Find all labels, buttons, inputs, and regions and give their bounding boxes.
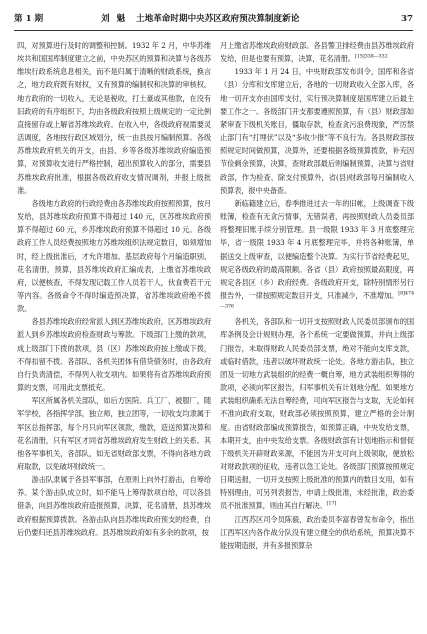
- paragraph-text: 游击队隶属于各县军事部，在原则上向外打游击，自筹给养。某个游击队成立时，如不能马上筹得款项自给，可以各县借条，向县苏维埃政府造报预算，决算，花名清册，县苏维埃政府根据预算拨款。各游击队向县苏维埃政府预支的经费，自后仍要归还县苏维埃政府。县苏维埃政府如有多余的款项，按: [17, 475, 211, 537]
- paragraph: [17, 473, 211, 539]
- right-text-column: [220, 39, 414, 552]
- paragraph: [17, 394, 211, 473]
- paragraph-text: 各县苏维埃政府经常派人到区苏维埃政府，区苏维埃政府派人到乡苏维埃政府检查财政与筹款。下级部门上缴的款项，成上级部门下拨的款项，县（区）苏维埃政府按上缴或下拨，不得扣留不拨。各部队、各机关团体有借贷债务时，由各政府自行负责清偿，不得列入收支项内。如果将有省苏维埃政府预算的支票，可用此支票抵充。: [17, 317, 211, 393]
- paragraph-text: 江西苏区司令员陈毅，政治委员李富春曾发布命令，指出江西军区内各作战分队没有建立健全的供给系统，预算决算不能按期造报，并有多报预算杂: [220, 514, 414, 550]
- paragraph: [220, 513, 414, 552]
- paragraph: [17, 197, 211, 315]
- author-name: 刘 魁: [101, 14, 128, 24]
- paragraph: [17, 39, 211, 197]
- paragraph-text: 军区所属各机关部队，如后方医院、兵工厂，被服厂，随军学校，各指挥学部，独立师，独立团等，一切收支均隶属于军区总指挥部，每个月只向军区领款，缴款，造送预算决算和花名清册，只有军区才同省苏维埃政府发生财政上的关系。其他各军事机关，各部队，如无省财政部支票，不得向各地方政府取款，以免破坏财政统一。: [17, 396, 211, 471]
- header-rule: [14, 30, 413, 31]
- paragraph-text: 1933 年 1 月 24 日，中央财政部发布训令，国库和各省（县）分库和支库建立后，各地的一切财政收入全部入库，各地一切开支亦由国库支付，实行预决算制度是国库建立后最主要工作之一。各级部门开支都要遵照预算，有（县）财政部如紧审查下级机关账目，僵取存款，检查贪污浪费现象，严厉禁止部门有“打埋伏”以及“多收少报”等不良行为。各县财政部按照规定时间做预算，决算外，还要根据各级预算拨款，补充因节俭剩余预算，决算，查财政部最后则编制预算，决算与省财政部，作为检查、除支付预算外，省(县)财政部每月编制收入预算表，报中央备查。: [220, 67, 414, 195]
- issue-label: 第 1 期: [14, 14, 44, 24]
- paragraph: [220, 197, 414, 315]
- paragraph-text: 新临籍建立后，春季推进过去一年的旧帐，上级调查下级账簿，检查有无贪污情事，无错误者，再按照财政人员委员部将整理旧账手续分别管理。县一级限 1933 年 3 月底整理完毕，省一级限 1933 年 4 月底整理完毕，并将各种账簿，单据送交上级审查，以便编造整个决算。为实行节省经费起见，规定各级政府的最高限额。各省（县）政府按照最高限度，再规定各县区（乡）政府经费。各级政府开支，除特别情形另行报告外，一律按照规定数目开支，只准减少，不准增加。: [220, 198, 414, 300]
- page-number: 37: [401, 14, 413, 24]
- paragraph: [220, 65, 414, 197]
- paragraph-text: 各级地方政府的行政经费由各苏维埃政府按照预算，按月发给，县苏维埃政府预算不得超过 140 元，区苏维埃政府预算不得超过 60 元，乡苏维埃政府预算不得超过 10 元。各级政府工作人员经费按照地方苏维埃组织法规定数目，如须增加时，经上级批准后，才允许增加。基层政府每个月编造职别、花名清册，预算，县苏维埃政府汇编成表，上缴省苏维埃政府，以便核查，不得发现记载工作人员若干人，伙食费若干元等内容。各级命令不得时编造预决算，省苏维埃政府绝不拨款。: [17, 198, 211, 314]
- paragraph-text: 月上缴省苏维埃政府财政部。各县警卫排经费由县苏维埃政府发给，但是也要有预算，决算，花名清册。: [220, 41, 414, 64]
- paragraph: [220, 315, 414, 512]
- citation-ref: [15]338—332: [354, 53, 388, 60]
- citation-ref: [8]474—376: [220, 290, 414, 310]
- left-text-column: [17, 39, 211, 539]
- citation-ref: [17]: [326, 501, 337, 508]
- paragraph-text: 各机关，各部队和一切开支按照财政人民委员部颁布的国库条例及会计规则办理，各个系统一定要做预算，并向上级部门报告，未取得财政人民委员部支票，绝对不能向支库支款，或临时借款，违者以破坏财政统一论处。各地方游击队，独立团及一切地方武装组织的经费一概自筹，地方武装组织筹得的款项，必须向军区报告，归军事机关有计划地分配。如果地方武装组织确系无法自筹经费，可向军区报告与支取，无论如何不准向政府支取，财政部必须按照预算，建立严格的会计制度。由省财政部编成预算报告，如预算正确，中央发给支票，本期开支，由中央发给支票。各级财政部有计划地指示和督促下级机关开辟财政来源，不能因为开支可向上级领取，便放松对财政款项的征收，违者以急工论处。各级部门预算按照规定日期送报，一切开支按照上级批准的预算内的数目支用，如有特别理由，可另列表报告，申请上级批准，未经批准，政治委员不批准预算，则由其自行解决。: [220, 317, 414, 511]
- paragraph: [220, 39, 414, 65]
- paragraph-text: 四，对预算进行及时的调整和控制。1932 年 2 月，中华苏维埃共和国国库制度建立之前，中央苏区的预算和决算与各级苏维埃行政系统息息相关，而不是归属于清晰的财政系统，换言之，地方政府既有财权，又有预算的编制权和决算的审核权。地方政府的一切收入，无论是税收，打土豪或其他款，在没有旧政府的有序组织下，均由各级政府按照上级规定的一定比例直接留存或上解省苏维埃政府。在收入中，各级政府视需要灵活调度，各地按行政区域划分，统一由县按月编制预算。各级苏维埃政府机关的开支，由县、乡等各级苏维埃政府编造预算，对预算收支进行严格控制，超出预算收入的部分，需要县苏维埃政府批准，根据各级政府收支情况调剂，并报上级批准。: [17, 41, 211, 195]
- paragraph: [17, 315, 211, 394]
- running-header: [14, 10, 413, 28]
- article-title: 土地革命时期中央苏区政府预决算制度新论: [136, 14, 300, 24]
